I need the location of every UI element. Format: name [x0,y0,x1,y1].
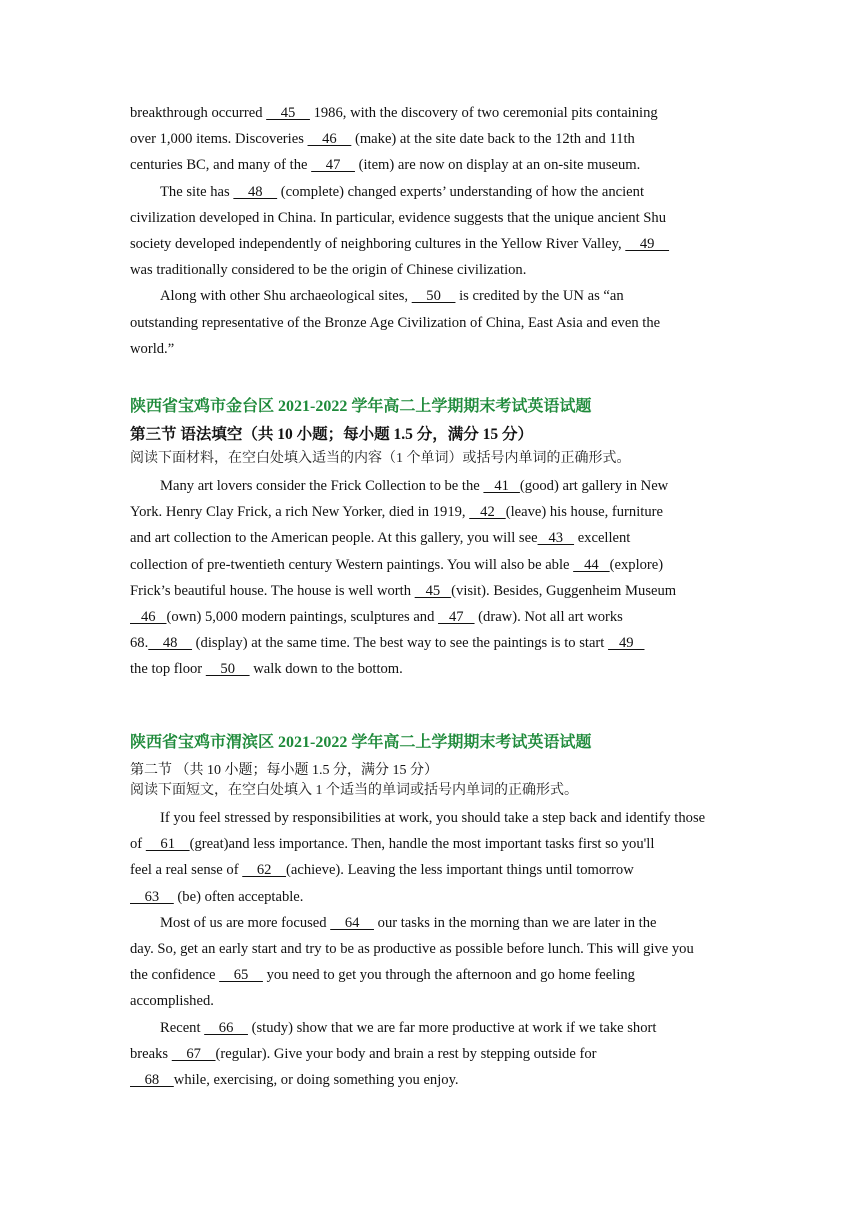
answer-blank: 65 [219,967,263,984]
answer-blank: 66 [204,1019,248,1036]
text-segment: (explore) [609,556,664,573]
text-segment: Most of us are more focused [160,914,331,931]
text-line [130,630,730,656]
text-line [130,525,730,551]
text-segment: day. So, get an early start and try to be as productive as possible before lunch. This will give you [130,941,694,958]
text-segment: breakthrough occurred [130,105,267,121]
text-line [130,205,730,231]
text-segment: Along with other Shu archaeological sites, [160,288,412,305]
passage-stress [130,805,730,1093]
text-segment: (display) at the same time. The best way to see the paintings is to start [192,635,608,652]
text-segment: If you feel stressed by responsibilities at work, you should take a step back and identify those [160,810,706,826]
text-segment: and art collection to the American people. At this gallery, you will see [130,530,538,547]
text-segment: (leave) his house, furniture [505,504,663,521]
answer-blank: 43 [537,530,575,547]
answer-blank: 50 [205,661,250,678]
text-segment: our tasks in the morning than we are later in the [374,914,657,931]
passage-continuation [130,100,730,362]
text-line [130,656,730,682]
text-line [130,126,730,152]
text-segment: is credited by the UN as “an [455,288,624,305]
text-line [130,1015,730,1041]
text-segment: (achieve). Leaving the less important things until tomorrow [286,862,634,879]
text-line [130,1041,730,1067]
text-line [130,857,730,883]
text-line [130,936,730,962]
text-segment: of [130,836,146,853]
text-segment: centuries BC, and many of the [130,157,312,174]
text-segment: Frick’s beautiful house. The house is well worth [130,582,415,599]
text-segment: the top floor [130,661,206,678]
text-line [130,283,730,309]
answer-blank: 42 [469,504,506,521]
text-segment: The site has [160,183,234,200]
text-line [130,310,730,336]
text-line [130,884,730,910]
text-line [130,552,730,578]
section-heading: 陕西省宝鸡市渭滨区 2021-2022 学年高二上学期期末考试英语试题 [130,734,592,751]
text-line [130,257,730,283]
text-segment: (great)and less importance. Then, handle the most important tasks first so you'll [189,836,655,853]
answer-blank: 44 [573,556,610,573]
text-segment: 68. [130,635,149,652]
text-line [130,473,730,499]
text-segment: Recent [160,1019,205,1036]
section-jintai [130,394,730,683]
text-segment: the confidence [130,967,220,984]
answer-blank: 45 [266,105,310,121]
answer-blank: 47 [311,157,355,174]
section-instruction: 阅读下面材料，在空白处填入适当的内容（1 个单词）或括号内单词的正确形式。 [130,451,631,466]
text-segment: accomplished. [130,993,214,1010]
answer-blank: 48 [148,635,193,652]
text-segment: (item) are now on display at an on-site museum. [354,157,641,174]
text-segment: excellent [574,530,631,547]
answer-blank: 41 [483,478,520,494]
text-line [130,179,730,205]
text-segment: Many art lovers consider the Frick Collection to be the [160,478,484,494]
answer-blank: 67 [171,1045,216,1062]
answer-blank: 47 [438,609,475,626]
answer-blank: 64 [330,914,374,931]
text-segment: walk down to the bottom. [249,661,403,678]
text-line [130,805,730,831]
text-segment: over 1,000 items. Discoveries [130,131,308,148]
text-segment: (visit). Besides, Guggenheim Museum [451,582,677,599]
text-segment: York. Henry Clay Frick, a rich New Yorker, died in 1919, [130,504,470,521]
text-segment: (complete) changed experts’ understanding of how the ancient [277,183,645,200]
text-line [130,962,730,988]
text-line [130,1067,730,1093]
answer-blank: 48 [233,183,278,200]
answer-blank: 61 [145,836,190,853]
text-segment: while, exercising, or doing something you enjoy. [173,1072,459,1089]
text-segment: was traditionally considered to be the origin of Chinese civilization. [130,262,527,279]
answer-blank: 46 [307,131,352,148]
text-segment: you need to get you through the afternoon and go home feeling [262,967,635,984]
answer-blank: 46 [130,609,167,626]
text-line [130,336,730,362]
text-segment: (good) art gallery in New [519,478,669,494]
text-line [130,831,730,857]
text-line [130,988,730,1014]
section-subheading: 第二节 （共 10 小题；每小题 1.5 分，满分 15 分） [130,763,438,778]
text-line [130,910,730,936]
text-segment: (make) at the site date back to the 12th and 11th [351,131,635,148]
section-subheading: 第三节 语法填空（共 10 小题；每小题 1.5 分，满分 15 分） [130,426,534,443]
text-line [130,604,730,630]
text-segment: world.” [130,340,175,357]
text-segment: breaks [130,1045,172,1062]
text-line [130,152,730,178]
text-line [130,231,730,257]
text-segment: collection of pre-twentieth century Western paintings. You will also be able [130,556,574,573]
text-segment: 1986, with the discovery of two ceremonial pits containing [309,105,658,121]
answer-blank: 49 [608,635,645,652]
text-line [130,100,730,126]
section-instruction: 阅读下面短文，在空白处填入 1 个适当的单词或括号内单词的正确形式。 [130,783,578,798]
answer-blank: 45 [414,582,452,599]
text-segment: (regular). Give your body and brain a rest by stepping outside for [215,1045,597,1062]
passage-frick [130,473,730,683]
section-heading: 陕西省宝鸡市金台区 2021-2022 学年高二上学期期末考试英语试题 [130,398,592,415]
section-weibin [130,730,730,1093]
answer-blank: 63 [130,888,174,905]
text-segment: (be) often acceptable. [173,888,304,905]
text-line [130,578,730,604]
answer-blank: 68 [130,1072,174,1089]
text-segment: (draw). Not all art works [474,609,623,626]
answer-blank: 62 [242,862,287,879]
answer-blank: 50 [411,288,456,305]
text-line [130,499,730,525]
text-segment: outstanding representative of the Bronze Age Civilization of China, East Asia and even the [130,314,661,331]
text-segment: (study) show that we are far more productive at work if we take short [247,1019,657,1036]
answer-blank: 49 [625,236,670,253]
text-segment: (own) 5,000 modern paintings, sculptures and [166,609,439,626]
text-segment: feel a real sense of [130,862,243,879]
text-segment: society developed independently of neighboring cultures in the Yellow River Valley, [130,236,626,253]
text-segment: civilization developed in China. In particular, evidence suggests that the unique ancient Shu [130,209,666,226]
